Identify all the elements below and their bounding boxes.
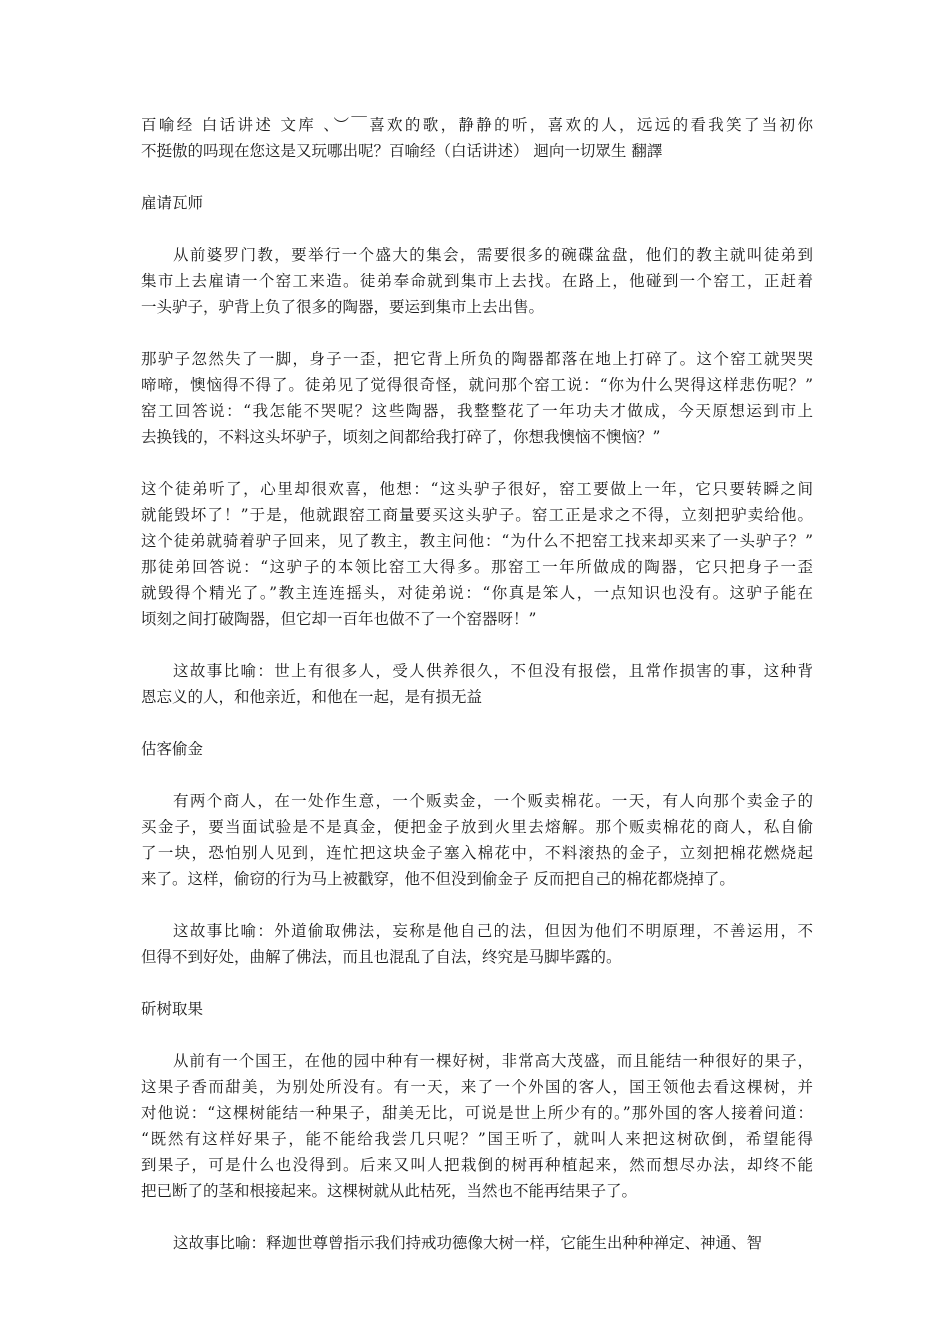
document-page [141,112,813,1282]
paragraph-line: 顷刻之间打破陶器，但它却一百年也做不了一个窑器呀！” [141,610,537,628]
header-line-1: 百喻经 白话讲述 文库 、︶￣喜欢的歌，静静的听，喜欢的人，远远的看我笑了当初你 [141,116,813,134]
paragraph-line: 这个徒弟听了，心里却很欢喜，他想：“这头驴子很好，窑工要做上一年，它只要转瞬之间 [141,480,813,498]
paragraph-line: 啼啼，懊恼得不得了。徒弟见了觉得很奇怪，就问那个窑工说：“你为什么哭得这样悲伤呢？” [141,376,813,394]
paragraph-line: 去换钱的，不料这头坏驴子，顷刻之间都给我打碎了，你想我懊恼不懊恼？” [141,428,661,446]
paragraph-line: 来了。这样，偷窃的行为马上被戳穿，他不但没到偷金子 反而把自己的棉花都烧掉了。 [141,870,735,888]
paragraph-line: 把已断了的茎和根接起来。这棵树就从此枯死，当然也不能再结果子了。 [141,1182,638,1200]
document-body [141,190,813,1282]
paragraph-line: 这果子香而甜美，为别处所没有。有一天，来了一个外国的客人，国王领他去看这棵树，并 [141,1078,813,1096]
header-line-2: 不挺傲的吗现在您这是又玩哪出呢？百喻经（白话讲述） 迴向一切眾生 翻譯 [141,142,663,160]
paragraph-line: 买金子，要当面试验是不是真金，便把金子放到火里去熔解。那个贩卖棉花的商人，私自偷 [141,818,813,836]
paragraph-line: 从前婆罗门教，要举行一个盛大的集会，需要很多的碗碟盆盘，他们的教主就叫徒弟到 [173,246,813,264]
paragraph-line: 到果子，可是什么也没得到。后来又叫人把栽倒的树再种植起来，然而想尽办法，却终不能 [141,1156,813,1174]
paragraph-line: 这故事比喻：释迦世尊曾指示我们持戒功德像大树一样，它能生出种种禅定、神通、智 [173,1234,763,1252]
paragraph-line: 对他说：“这棵树能结一种果子，甜美无比，可说是世上所少有的。”那外国的客人接着问道： [141,1104,813,1122]
paragraph-line: 从前有一个国王，在他的园中种有一棵好树，非常高大茂盛，而且能结一种很好的果子， [173,1052,813,1070]
paragraph-line: 但得不到好处，曲解了佛法，而且也混乱了自法，终究是马脚毕露的。 [141,948,622,966]
paragraph-line: 那驴子忽然失了一脚，身子一歪，把它背上所负的陶器都落在地上打碎了。这个窑工就哭哭 [141,350,813,368]
paragraph-line: 恩忘义的人，和他亲近，和他在一起，是有损无益 [141,688,483,706]
section-title: 估客偷金 [141,740,204,758]
paragraph-line: 就毁得个精光了。”教主连连摇头，对徒弟说：“你真是笨人，一点知识也没有。这驴子能在 [141,584,813,602]
paragraph-line: 就能毁坏了！”于是，他就跟窑工商量要买这头驴子。窑工正是求之不得，立刻把驴卖给他。 [141,506,813,524]
paragraph-line: 那徒弟回答说：“这驴子的本领比窑工大得多。那窑工一年所做成的陶器，它只把身子一歪 [141,558,813,576]
paragraph-line: 有两个商人，在一处作生意，一个贩卖金，一个贩卖棉花。一天，有人向那个卖金子的 [173,792,813,810]
paragraph-line: 这故事比喻：外道偷取佛法，妄称是他自己的法，但因为他们不明原理，不善运用，不 [173,922,813,940]
paragraph-line: 这个徒弟就骑着驴子回来，见了教主，教主问他：“为什么不把窑工找来却买来了一头驴子？” [141,532,813,550]
section-title: 雇请瓦师 [141,194,204,212]
paragraph-line: 窑工回答说：“我怎能不哭呢？这些陶器，我整整花了一年功夫才做成，今天原想运到市上 [141,402,813,420]
paragraph-line: 集市上去雇请一个窑工来造。徒弟奉命就到集市上去找。在路上，他碰到一个窑工，正赶着 [141,272,813,290]
paragraph-line: 一头驴子，驴背上负了很多的陶器，要运到集市上去出售。 [141,298,545,316]
paragraph-line: “既然有这样好果子，能不能给我尝几只呢？”国王听了，就叫人来把这树砍倒，希望能得 [141,1130,813,1148]
paragraph-line: 了一块，恐怕别人见到，连忙把这块金子塞入棉花中，不料滚热的金子，立刻把棉花燃烧起 [141,844,813,862]
section-title: 斫树取果 [141,1000,204,1018]
paragraph-line: 这故事比喻：世上有很多人，受人供养很久，不但没有报偿，且常作损害的事，这种背 [173,662,813,680]
